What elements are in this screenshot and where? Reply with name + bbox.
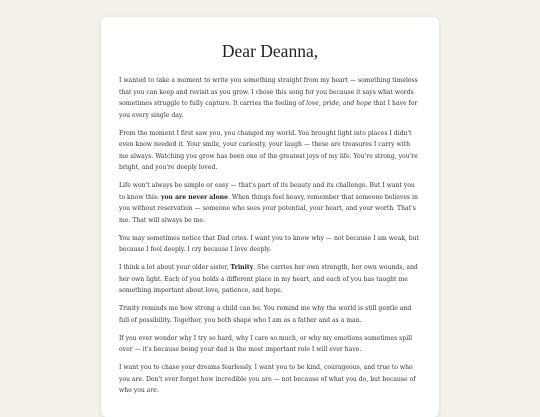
letter-title: Dear Deanna, [221,41,319,61]
letter-card [101,17,439,417]
text-run: You may sometimes notice that Dad cries. I want you to know why — not because I am weak, but because I feel deeply. I cry because I love deeply. [119,234,420,253]
paragraph-2 [119,128,421,174]
paragraph-4 [119,233,421,256]
letter-body [119,75,421,397]
italic-phrase: love, pride, and hope [306,100,372,107]
bold-phrase: Trinity [230,264,254,271]
text-run: . When things feel heavy, remember that someone believes in you without reservation — someone who sees your potential, your heart, and your worth. That's me. That will always be me. [119,193,418,224]
text-run: I think a lot about your older sister, [119,264,231,271]
paragraph-5 [119,262,421,297]
bold-phrase: you are never alone [160,193,228,201]
paragraph-1 [119,75,421,121]
text-run: If you ever wonder why I try so hard, why I care so much, or why my emotions sometimes spill over — it's because being your dad is the most important role I will ever have. [119,334,413,353]
text-run: Trinity reminds me how strong a child can be. You remind me why the world is still gentle and full of possibility. Together, you both shape who I am as a father and as a man. [119,305,412,324]
text-run: I wanted to take a moment to write you something straight from my heart — something timeless that you can keep and revisit as you grow. I chose this song for you because it says what words sometimes struggle to fully capture. It carries the feeling of [119,77,418,107]
italic-phrase: are [146,387,157,394]
paragraph-6 [119,303,421,326]
text-run: Life won't always be simple or easy — that's part of its beauty and its challenge. But I want you to know this: [119,182,415,201]
text-run: From the moment I first saw you, you changed my world. You brought light into places I didn't even know needed it. Your smile, your curiosity, your laugh — these are treasures I carry with me always. Watching you grow has been one of the greatest joys of my life. You're strong, you're bright, and you're deeply loved. [119,129,418,171]
text-run: . [156,387,159,394]
text-run: . She carries her own strength, her own wounds, and her own light. Each of you holds a different place in my heart, and each of you has taught me something important about love, patience, and hope. [119,264,418,294]
paragraph-3 [119,180,421,226]
text-run: I want you to chase your dreams fearlessly. I want you to be kind, courageous, and true to who you are. Don't ever forget how incredible you are — not because of what you do, but because of who you [119,364,416,394]
paragraph-8 [119,362,421,397]
text-run: that I have for you every single day. [119,100,418,119]
paragraph-7 [119,333,421,356]
